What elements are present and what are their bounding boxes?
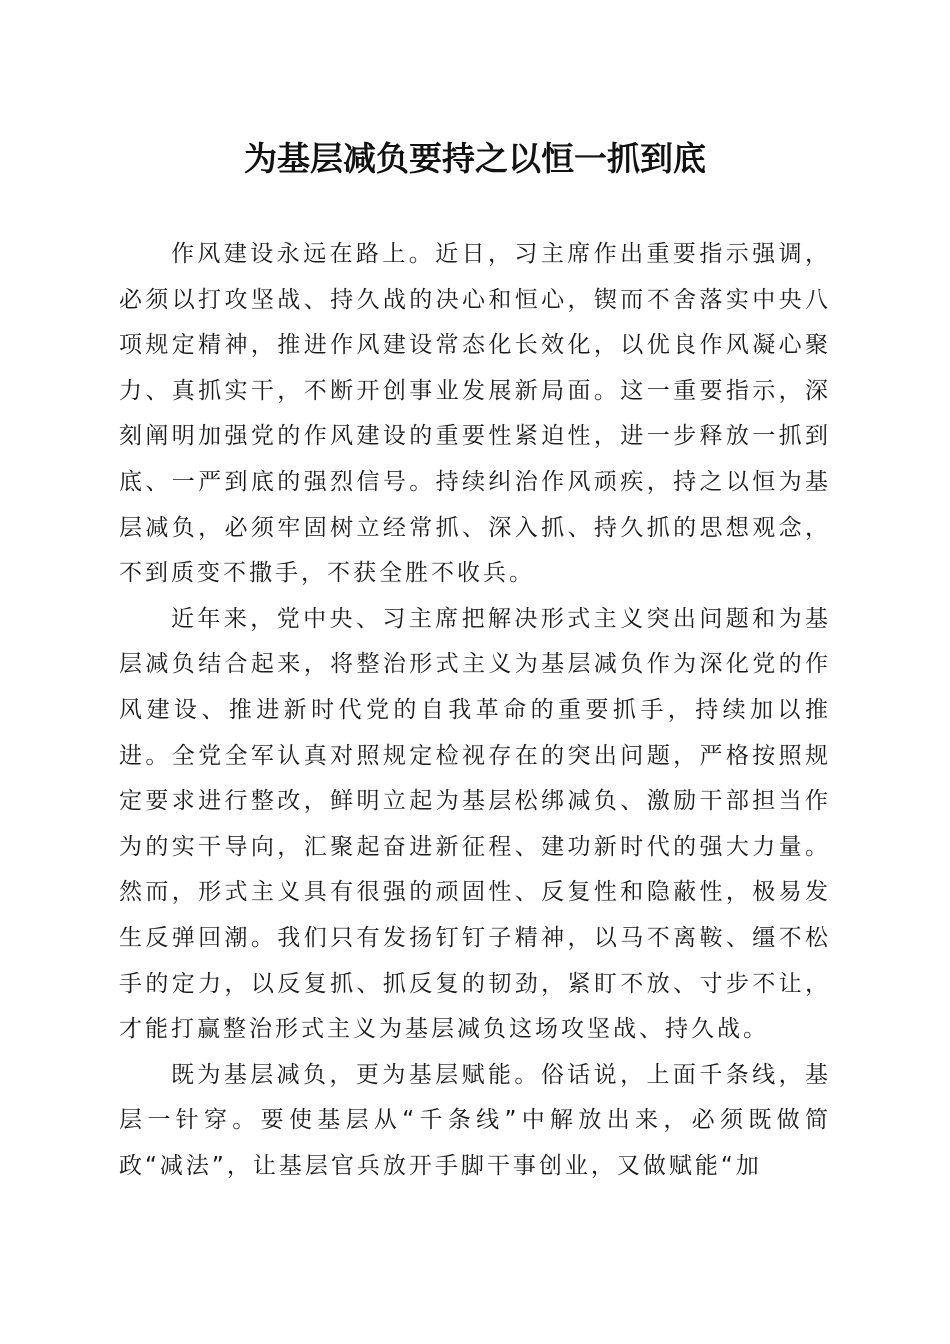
paragraph-3: 既为基层减负，更为基层赋能。俗话说，上面千条线，基层一针穿。要使基层从“千条线”中解放出来，必须既做简政“减法”，让基层官兵放开手脚干事创业，又做赋能“加 — [119, 1061, 831, 1179]
document-body — [119, 232, 831, 1189]
paragraph-2: 近年来，党中央、习主席把解决形式主义突出问题和为基层减负结合起来，将整治形式主义为基层减负作为深化党的作风建设、推进新时代党的自我革命的重要抓手，持续加以推进。全党全军认真对照规定检视存在的突出问题，严格按照规定要求进行整改，鲜明立起为基层松绑减负、激励干部担当作为的实干导向，汇聚起奋进新征程、建功新时代的强大力量。然而，形式主义具有很强的顽固性、反复性和隐蔽性，极易发生反弹回潮。我们只有发扬钉钉子精神，以马不离鞍、缰不松手的定力，以反复抓、抓反复的韧劲，紧盯不放、寸步不让，才能打赢整治形式主义为基层减负这场攻坚战、持久战。 — [119, 605, 831, 1043]
paragraph-1: 作风建设永远在路上。近日，习主席作出重要指示强调，必须以打攻坚战、持久战的决心和恒心，锲而不舍落实中央八项规定精神，推进作风建设常态化长效化，以优良作风凝心聚力、真抓实干，不断开创事业发展新局面。这一重要指示，深刻阐明加强党的作风建设的重要性紧迫性，进一步释放一抓到底、一严到底的强烈信号。持续纠治作风顽疾，持之以恒为基层减负，必须牢固树立经常抓、深入抓、持久抓的思想观念，不到质变不撒手，不获全胜不收兵。 — [119, 241, 831, 587]
document-title: 为基层减负要持之以恒一抓到底 — [244, 139, 706, 178]
